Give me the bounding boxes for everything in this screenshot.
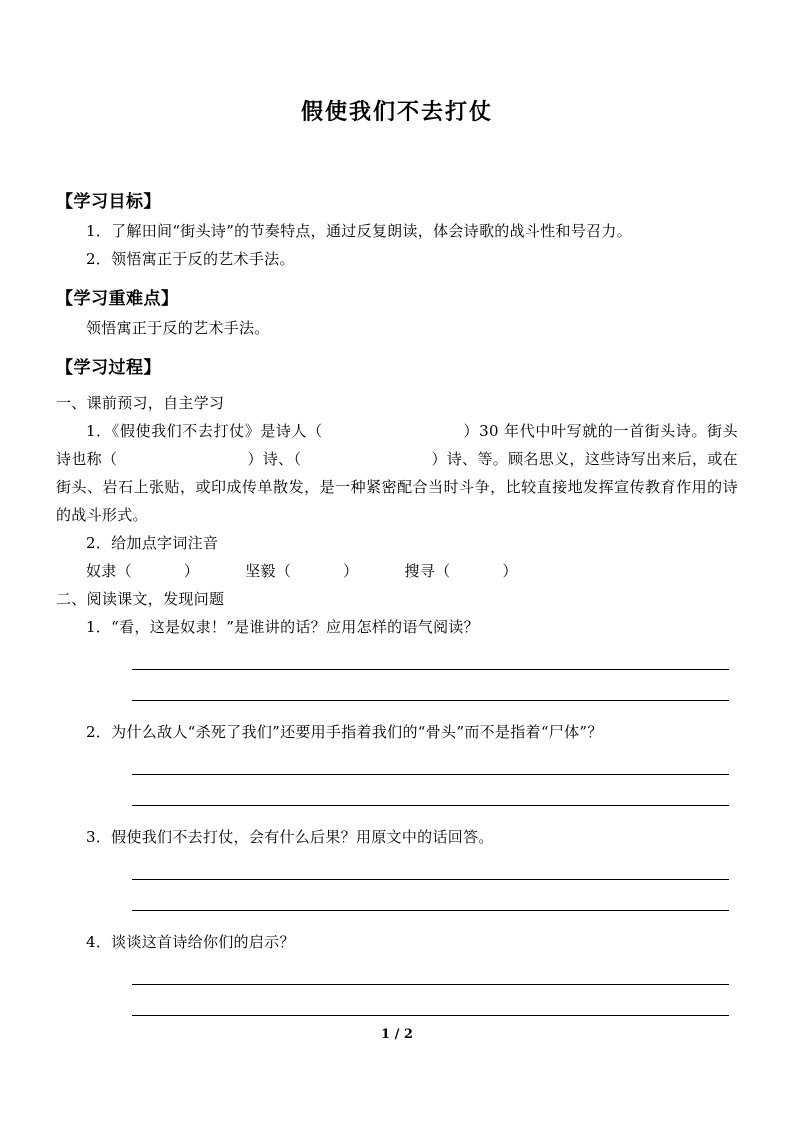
spacer [56,911,738,928]
answer-area-question-4[interactable] [56,956,738,1016]
part-two-question-4: 4．谈谈这首诗给你们的启示？ [86,933,295,951]
pinyin-word-row [56,557,738,585]
page-title: 假使我们不去打仗 [300,99,493,125]
answer-area-question-1[interactable] [56,641,738,701]
part-one-question-2-label: 2．给加点字词注音 [86,534,219,552]
key-difficulties-text: 领悟寓正于反的艺术手法。 [86,319,270,337]
spacer [56,806,738,823]
page-footer: 1 / 2 [381,1027,413,1042]
part-one-label: 一、课前预习，自主学习 [56,394,225,412]
pinyin-bracket-close-3: ） [502,562,518,580]
pinyin-bracket-open-2: （ [275,562,292,580]
section-heading-key-difficulties: 【学习重难点】 [56,289,179,309]
part-one-question-1 [56,417,738,529]
spacer [132,641,738,669]
q1-text-after-blank-2: ）诗、（ [247,450,302,468]
pinyin-word-1: 奴隶 [86,562,117,580]
pinyin-bracket-open-1: （ [116,562,132,580]
q1-text-after-blank-1: ）30 年代中叶写就的一首街头诗。街头诗也称（ [56,422,738,468]
answer-area-question-3[interactable] [56,851,738,911]
spacer [56,701,738,718]
part-two-question-2: 2．为什么敌人“杀死了我们”还要用手指着我们的“骨头”而不是指着“尸体”？ [86,723,603,741]
spacer [132,670,738,700]
q1-text-after-blank-3: ）诗、等。顾名思义，这些诗写出来后，或在街头、岩石上张贴，或印成传单散发，是一种紧密配合当时斗争，比较直接地发挥宣传教育作用的诗的战斗形式。 [56,450,738,524]
part-two-question-3: 3．假使我们不去打仗，会有什么后果？用原文中的话回答。 [86,828,494,846]
q1-lead-text: 1．《假使我们不去打仗》是诗人（ [86,422,323,440]
spacer [132,851,738,879]
spacer [132,956,738,984]
learning-goal-item-2: 2．领悟寓正于反的艺术手法。 [86,250,295,268]
spacer [132,880,738,910]
pinyin-bracket-open-3: （ [435,562,451,580]
pinyin-word-2: 坚毅 [245,562,276,580]
answer-rule[interactable] [132,1015,729,1016]
part-two-label: 二、阅读课文，发现问题 [56,590,225,608]
pinyin-bracket-close-1: ） [183,562,200,580]
learning-goal-item-1: 1．了解田间“街头诗”的节奏特点，通过反复朗读，体会诗歌的战斗性和号召力。 [86,222,632,240]
spacer [132,746,738,774]
section-heading-learning-process: 【学习过程】 [56,358,161,378]
answer-area-question-2[interactable] [56,746,738,806]
pinyin-bracket-close-2: ） [343,562,359,580]
pinyin-word-3: 搜寻 [404,562,436,580]
spacer [132,775,738,805]
spacer [132,985,738,1015]
part-two-question-1: 1．“看，这是奴隶！”是谁讲的话？应用怎样的语气阅读？ [86,618,479,636]
section-heading-learning-goals: 【学习目标】 [56,192,161,212]
